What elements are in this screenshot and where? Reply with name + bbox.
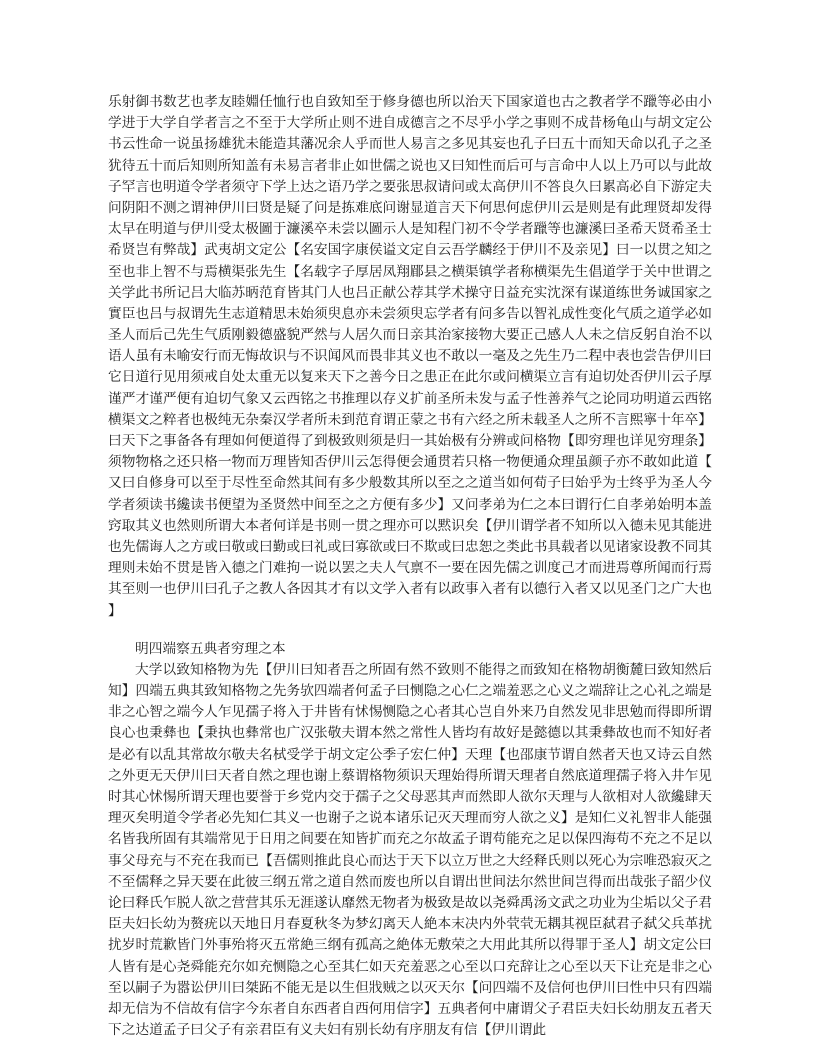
document-page: [108, 92, 712, 1041]
section-heading: 明四端察五典者穷理之本: [135, 640, 286, 657]
body-paragraph: 大学以致知格物为先【伊川曰知者吾之所固有然不致则不能得之而致知在格物胡衡麓曰致知然后知】四端五典其致知格物之先务欤四端者何孟子曰恻隐之心仁之端羞恶之心义之端辞让之心礼之端是非之心智之端今人乍见孺子将入于井皆有怵惕恻隐之心者其心岂自外来乃自然发见非思勉而得即所谓良心也秉彝也【秉执也彝常也广汉张敬夫谓本然之常性人皆均有故好是懿德以其秉彝故也而不知好者是必有以乱其常故尔敬夫名栻受学于胡文定公季子宏仁仲】天理【也邵康节谓自然者天也又诗云自然之外更无天伊川曰天者自然之理也谢上蔡谓格物须识天理始得所谓天理者自然底道理孺子将入井乍见时其心怵惕所谓天理也要誉于乡党内交于孺子之父母恶其声而然即人欲尔天理与人欲相对人欲纔肆天理灭矣明道令学者必先知仁其义一也谢子之说本诸乐记灭天理而穷人欲之义】是知仁义礼智非人能强名皆我所固有其端常见于日用之间要在知皆扩而充之尔故孟子谓苟能充之足以保四海苟不充之不足以事父母充与不充在我而已【吾儒则推此良心而达于天下以立万世之大经释氏则以死心为宗唯恐寂灭之不至儒释之异天要在此彼三纲五常之道自然而废也所以自谓出世间法尔然世间岂得而出哉张子韶少仪论曰释氏乍脱人欲之营营其乐无涯遂认靡然无物者为极致是故以尧舜禹汤文武之功业为尘垢以父子君臣夫妇长幼为赘疣以天地日月春夏秋冬为梦幻离天人絶本末决内外茕茕无耦其视臣弑君子弑父兵革扰扰岁时荒歉皆门外事殆将灭五常絶三纲有孤高之絶体无敷荣之大用此其所以得罪于圣人】胡文定公曰人皆有是心尧舜能充尔如充恻隐之心至其仁如天充羞恶之心至以口充辞让之心至以天下让充是非之心至以嗣子为嚣讼伊川曰桀跖不能无是以生但戕贼之以灭天尔【问四端不及信何也伊川曰性中只有四端却无信为不信故有信字今东者自东西者自西何用信字】五典者何中庸谓父子君臣夫妇长幼朋友五者天下之达道孟子曰父子有亲君臣有义夫妇有别长幼有序朋友有信【伊川谓此: [108, 661, 712, 1039]
body-paragraph: 乐射御书数艺也孝友睦婣任恤行也自致知至于修身德也所以治天下国家道也古之教者学不躐等必由小学进于大学自学者言之不至于大学所止则不进自成德言之不尽乎小学之事则不成昔杨龟山与胡文定公书云性命一说虽扬雄犹未能造其藩况余人乎而世人易言之多见其妄也孔子曰五十而知天命以孔子之圣犹待五十而后知则所知盖有未易言者非止如世儒之说也又曰知性而后可与言命中人以上乃可以与此故子罕言也明道令学者须守下学上达之语乃学之要张思叔请问或太高伊川不答良久曰累高必自下游定夫问阴阳不测之谓神伊川曰贤是疑了问是拣难底问谢显道言天下何思何虑伊川云是则是有此理贤却发得太早在明道与伊川受太极圖于濂溪卒未尝以圖示人是知程门初不令学者躐等也濂溪曰圣希天贤希圣士希贤岂有弊哉】武夷胡文定公【名安国字康侯谥文定自云吾学麟经于伊川不及亲见】曰一以贯之知之至也非上智不与焉横渠张先生【名载字子厚居凤翔郿县之横渠镇学者称横渠先生倡道学于关中世谓之关学此书所记吕大临苏昞范育皆其门人也吕正献公荐其学术操守日益充实沈深有谋道练世务诚国家之實臣也吕与叔谓先生志道精思未始须臾息亦未尝须臾忘学者有问多告以智礼成性变化气质之道学必如圣人而后己先生气质刚毅德盛貌严然与人居久而日亲其治家接物大要正己感人人未之信反躬自治不以语人虽有未喻安行而无悔故识与不识闻风而畏非其义也不敢以一毫及之先生乃二程中表也尝告伊川曰它日道行见用须戒自处太重无以复来天下之善今日之患正在此尔或问横渠立言有迫切处否伊川云子厚谨严才谨严便有迫切气象又云西铭之书推理以存义扩前圣所未发与孟子性善养气之论同功明道云西铭横渠文之粹者也极纯无杂秦汉学者所未到范育谓正蒙之书有六经之所未载圣人之所不言熙寧十年卒】曰天下之事备各有理如何便道得了到极致则须是归一其始极有分辨或问格物【即穷理也详见穷理条】须物物格之还只格一物而万理皆知否伊川云怎得便会通贯若只格一物便通众理虽颜子亦不敢如此道【又曰自修身可以至于尽性至命然其间有多少般数其所以至之之道当如何荀子曰始乎为士终乎为圣人今学者须读书纔读书便望为圣贤然中间至之之方便有多少】又问孝弟为仁之本曰谓行仁自孝弟始明本盖窍取其义也然则所谓大本者何详是书则一贯之理亦可以黙识矣【伊川谓学者不知所以入德未见其能进也先儒诲人之方或曰敬或曰勤或曰礼或曰寡欲或曰不欺或曰忠恕之类此书具载者以见诸家设教不同其理则未始不贯是皆入德之门难拘一说以罢之夫人气禀不一要在因先儒之训度己才而进焉尊所闻而行焉其至则一也伊川曰孔子之教人各因其才有以文学入者有以政事入者有以德行入者又以见圣门之广大也】: [108, 94, 712, 619]
